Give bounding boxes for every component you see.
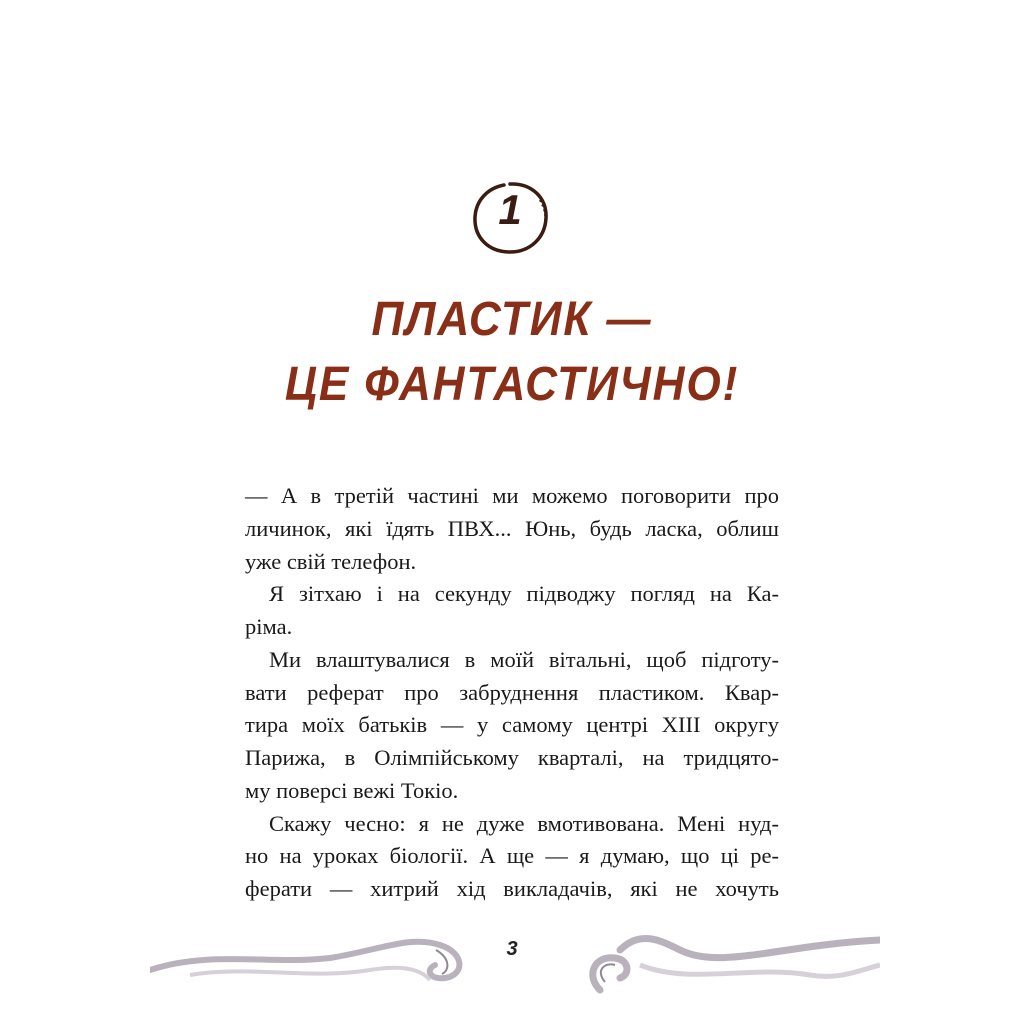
chapter-title-line-1: ПЛАСТИК —: [371, 293, 653, 346]
text-line: но на уроках біології. А ще — я думаю, що ці ре-: [245, 843, 779, 869]
text-line: личинок, які їдять ПВХ... Юнь, будь ласка, облиш: [245, 515, 779, 541]
decorative-swirl-left-icon: [150, 920, 480, 1000]
text-line: Я зітхаю і на секунду підводжу погляд на Ка-: [269, 581, 779, 607]
chapter-number: 1: [498, 186, 522, 233]
text-line: — А в третій частині ми можемо поговорити про: [245, 483, 779, 508]
text-line: уже свій телефон.: [245, 548, 417, 574]
chapter-title-line-2: ЦЕ ФАНТАСТИЧНО!: [284, 358, 740, 411]
text-line: Парижа, в Олімпійському кварталі, на тридцято-: [245, 745, 779, 770]
page-number: 3: [506, 938, 518, 960]
text-line: Скажу чесно: я не дуже вмотивована. Мені нуд-: [269, 810, 779, 836]
text-line: ферати — хитрий хід викладачів, які не хочуть: [245, 876, 779, 901]
text-line: тира моїх батьків — у самому центрі XIII округу: [245, 712, 779, 738]
body-text: [245, 480, 779, 906]
text-line: Ми влаштувалися в моїй вітальні, щоб підготу-: [269, 646, 779, 672]
decorative-swirl-right-icon: [580, 920, 880, 1010]
text-line: ріма.: [245, 614, 293, 639]
text-line: му поверсі вежі Токіо.: [245, 777, 459, 803]
text-line: вати реферат про забруднення пластиком. Квар-: [245, 679, 779, 705]
